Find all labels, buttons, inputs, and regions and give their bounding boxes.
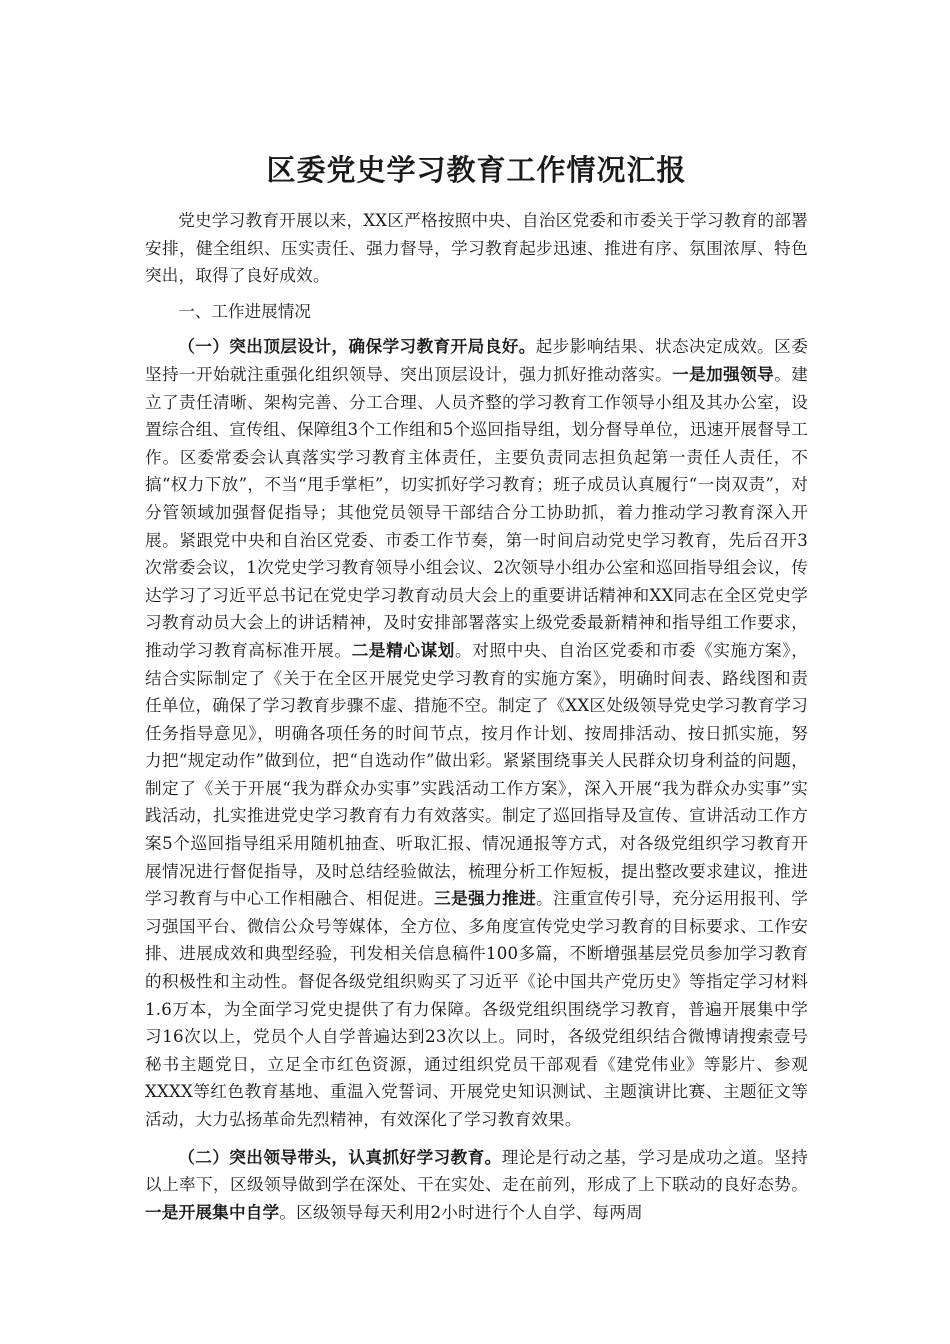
intro-paragraph: 党史学习教育开展以来，XX区严格按照中央、自治区党委和市委关于学习教育的部署安排，健全组织、压实责任、强力督导，学习教育起步迅速、推进有序、氛围浓厚、特色突出，取得了良好成效。: [145, 211, 808, 286]
part2-lead-text: 理论是行动之基，学习是成功之道。坚持以上率下，区级领导做到学在深处、干在实处、走在前列，形成了上下联动的良好态势。: [145, 1147, 808, 1195]
part1-point3-text: 。注重宣传引导，充分运用报刊、学习强国平台、微信公众号等媒体，全方位、多角度宣传党史学习教育的目标要求、工作安排、进展成效和典型经验，刊发相关信息稿件100多篇，不断增强基层党员参加学习教育的积极性和主动性。督促各级党组织购买了习近平《论中国共产党历史》等指定学习材料1.6万本，为全面学习党史提供了有力保障。各级党组织围绕学习教育，普遍开展集中学习16次以上，党员个人自学普遍达到23次以上。同时，各级党组织结合微博请搜索壹号秘书主题党日，立足全市红色资源，通过组织党员干部观看《建党伟业》等影片、参观XXXX等红色教育基地、重温入党誓词、开展党史知识测试、主题演讲比赛、主题征文等活动，大力弘扬革命先烈精神，有效深化了学习教育效果。: [145, 889, 808, 1129]
page-title: 区委党史学习教育工作情况汇报: [266, 153, 687, 187]
part2-point1-bold: 一是开展集中自学: [145, 1201, 280, 1222]
part1-point2-bold: 二是精心谋划: [351, 639, 456, 660]
part1-point2-text: 。对照中央、自治区党委和市委《实施方案》，结合实际制定了《关于在全区开展党史学习教育的实施方案》，明确时间表、路线图和责任单位，确保了学习教育步骤不虚、措施不空。制定了《XX区处级领导党史学习教育学习任务指导意见》，明确各项任务的时间节点，按月作计划、按周排活动、按日抓实施，努力把“规定动作”做到位，把“自选动作”做出彩。紧紧围绕事关人民群众切身利益的问题，制定了《关于开展“我为群众办实事”实践活动工作方案》，深入开展“我为群众办实事”实践活动，扎实推进党史学习教育有力有效落实。制定了巡回指导及宣传、宣讲活动工作方案5个巡回指导组采用随机抽查、听取汇报、情况通报等方式，对各级党组织学习教育开展情况进行督促指导，及时总结经验做法，梳理分析工作短板，提出整改要求建议，推进学习教育与中心工作相融合、相促进。: [145, 640, 808, 909]
part1-point1-text: 。建立了责任清晰、架构完善、分工合理、人员齐整的学习教育工作领导小组及其办公室，设置综合组、宣传组、保障组3个工作组和5个巡回指导组，划分督导单位，迅速开展督导工作。区委常委会认真落实学习教育主体责任，主要负责同志担负起第一责任人责任，不搞“权力下放”，不当“甩手掌柜”，切实抓好学习教育；班子成员认真履行“一岗双责”，对分管领域加强督促指导；其他党员领导干部结合分工协助抓，着力推动学习教育深入开展。紧跟党中央和自治区党委、市委工作节奏，第一时间启动党史学习教育，先后召开3次常委会议，1次党史学习教育领导小组会议、2次领导小组办公室和巡回指导组会议，传达学习了习近平总书记在党史学习教育动员大会上的重要讲话精神和XX同志在全区党史学习教育动员大会上的讲话精神，及时安排部署落实上级党委最新精神和指导组工作要求，推动学习教育高标准开展。: [145, 364, 808, 660]
part1-point1-bold: 一是加强领导: [672, 363, 775, 384]
document-page: [145, 150, 808, 1226]
paragraph-part-2: [145, 1144, 808, 1227]
part2-lead-bold: （二）突出领导带头，认真抓好学习教育。: [178, 1146, 502, 1167]
part2-point1-text: 。区级领导每天利用2小时进行个人自学、每两周: [279, 1202, 643, 1222]
part1-lead-text: 起步影响结果、状态决定成效。区委坚持一开始就注重强化组织领导、突出顶层设计，强力抓好推动落实。: [145, 337, 808, 384]
part1-point3-bold: 三是强力推进: [434, 888, 537, 909]
section-heading-1: 一、工作进展情况: [178, 301, 311, 321]
paragraph-part-1: [145, 333, 808, 1133]
part1-lead-bold: （一）突出顶层设计，确保学习教育开局良好。: [178, 336, 536, 357]
